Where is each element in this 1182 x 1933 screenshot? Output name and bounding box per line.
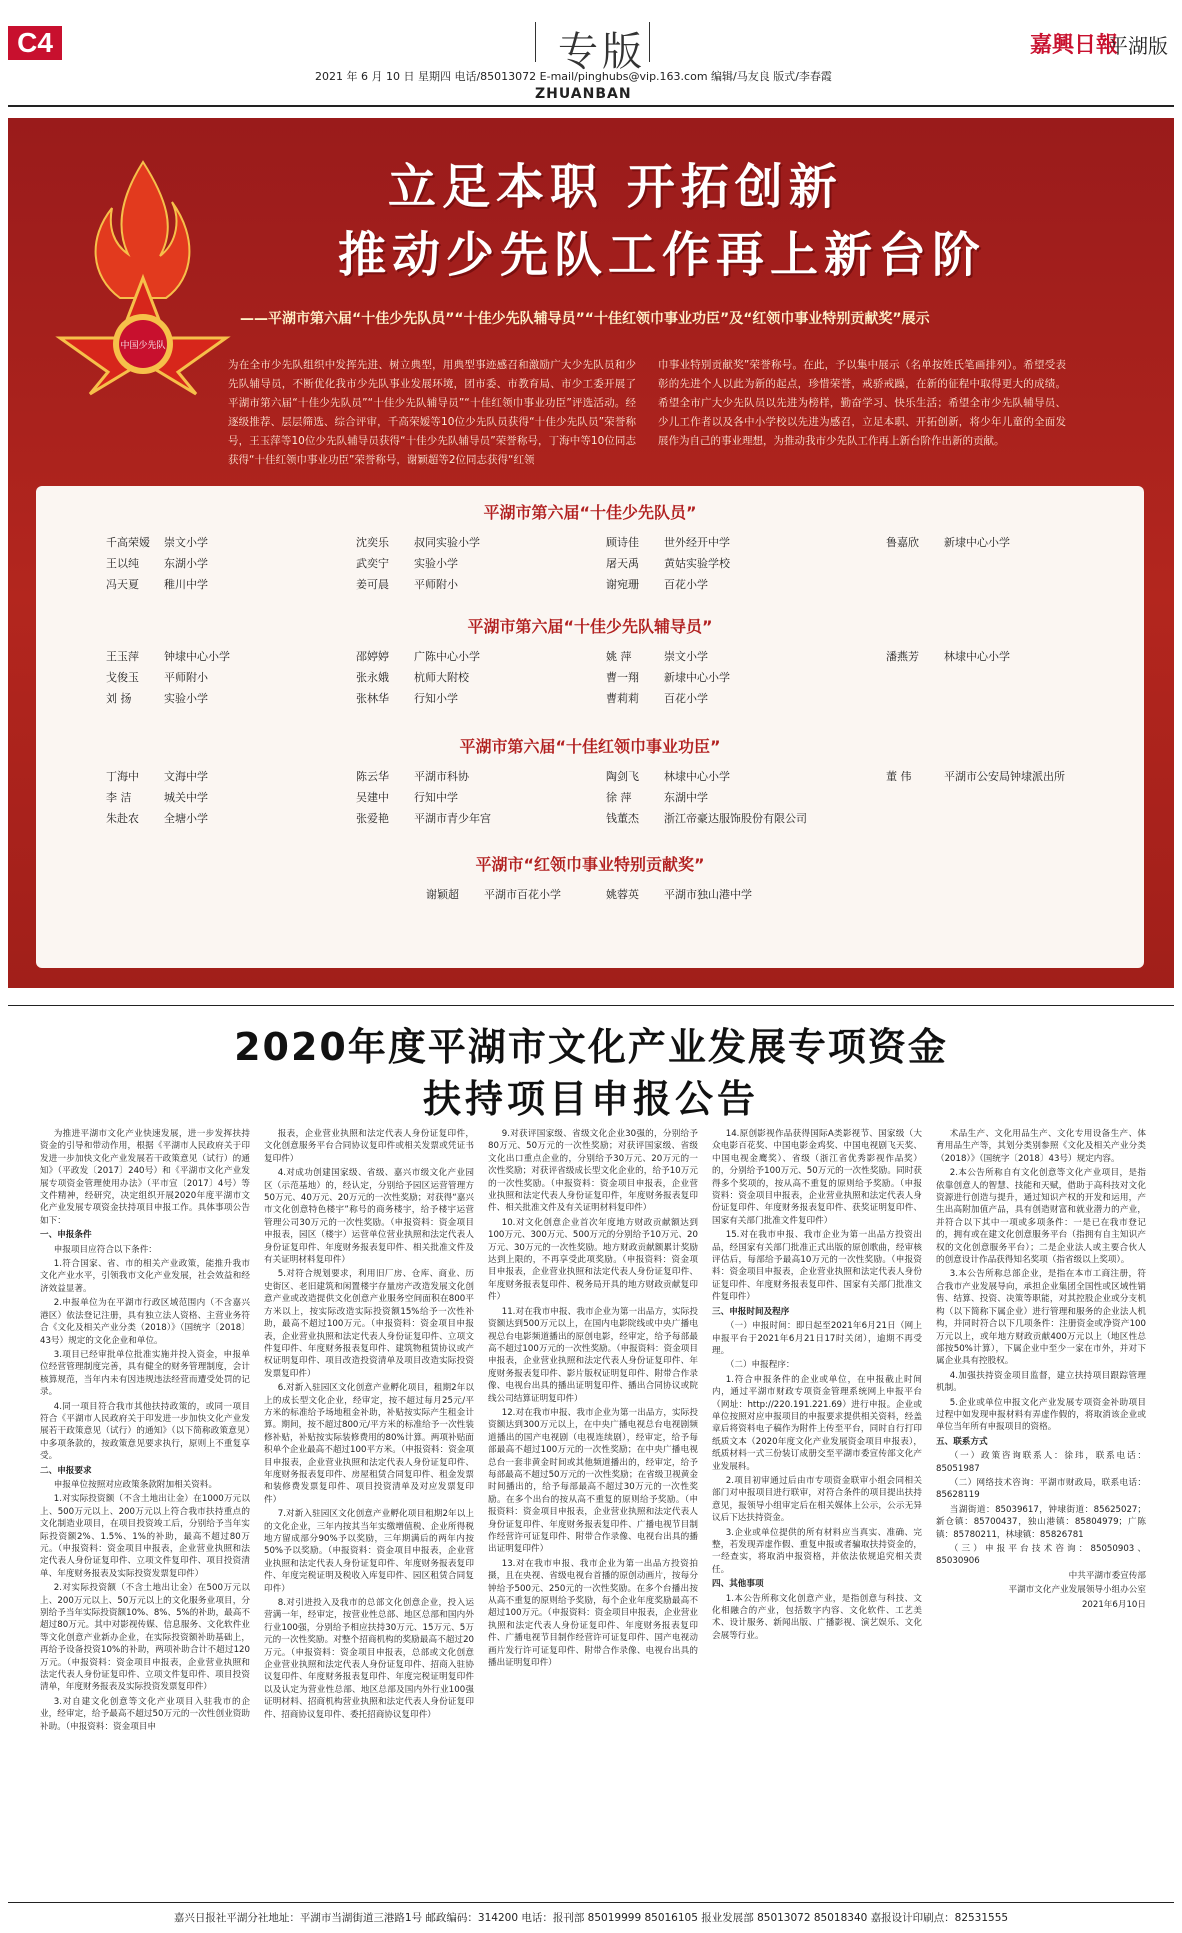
body-paragraph: 报表，企业营业执照和法定代表人身份证复印件，文化创意服务平台合同协议复印件或相关发票或凭证书复印件） [264, 1129, 474, 1164]
honoree-entry [106, 768, 208, 784]
section-title: 平湖市第六届“十佳少先队辅导员” [467, 617, 713, 636]
honoree-unit: 平师附小 [164, 671, 208, 684]
page-code-badge: C4 [8, 26, 62, 60]
feature-panel [8, 118, 1174, 988]
honoree-entry [426, 886, 561, 902]
body-paragraph: 7.对新入驻园区文化创意产业孵化项目租期2年以上的文化企业，三年内按其当年实缴增值税、企业所得税地方留成部分90%予以奖励，三年期满后的两年内按50%予以奖励。（申报资料：资金项目申报表，企业营业执照和法定代表人身份证复印件、年度财务报表复印件、年度完税证明及税收入库复印件、园区租赁合同复印件） [264, 1509, 474, 1594]
body-paragraph: 11.对在我市申报、我市企业为第一出品方，实际投资额达到500万元以上，在国内电影院线或中央广播电视总台电影频道播出的原创电影，经审定，给予每部最高不超过100万元的一次性奖励。（申报资料：资金项目申报表，企业营业执照和法定代表人身份证复印件、年度财务报表复印件、影片版权证明复印件、附带合作录像、电视台出具的播出证明复印件、播出合同协议或院线公司结算证明复印件） [488, 1306, 698, 1404]
honoree-entry [356, 789, 458, 805]
honoree-unit: 黄姑实验学校 [664, 557, 730, 570]
body-paragraph: 3.对自建文化创意等文化产业项目入驻我市的企业，经审定，给予最高不超过50万元的一次性创业资助补助。（申报资料：资金项目申 [40, 1696, 250, 1732]
honor-list-box [36, 486, 1144, 968]
honoree-unit: 平湖市青少年宫 [414, 812, 491, 825]
honoree-entry [606, 576, 708, 592]
honoree-entry [356, 669, 469, 685]
honoree-entry [606, 648, 708, 664]
honoree-unit: 稚川中学 [164, 578, 208, 591]
section-heading: 二、申报要求 [40, 1465, 92, 1476]
body-paragraph: 5.企业或单位申报文化产业发展专项资金补助项目过程中如发现申报材料有弄虚作假的，将取消该企业或单位当年所有申报项目的资格。 [936, 1397, 1146, 1433]
text-column [488, 1128, 698, 1888]
honoree-unit: 世外经开中学 [664, 536, 730, 549]
honoree-name: 钱董杰 [606, 812, 639, 825]
honoree-entry [606, 669, 730, 685]
honoree-name: 谢宛珊 [606, 578, 639, 591]
announcement-title-line2: 扶持项目申报公告 [422, 1077, 759, 1121]
body-paragraph: 3.本公告所称总部企业，是指在本市工商注册，符合我市产业发展导向，承担企业集团全国性或区域性销售、结算、投资、决策等职能，对其控股企业或分支机构（以下简称下属企业）进行管理和服务的企业法人机构，并同时符合以下几项条件：注册资金或净资产100万元以上，或年地方财政贡献400万元以上（地区性总部按50%计算），下属企业中至少一家在市外，并对下属企业具有控股权。 [936, 1269, 1146, 1367]
issue-meta: 2021 年 6 月 10 日 星期四 电话/85013072 E-mail/pinghubs@vip.163.com 编辑/马友良 版式/李春霞 [315, 70, 832, 83]
honoree-name: 王玉萍 [106, 650, 139, 663]
announcement-body [40, 1128, 1150, 1888]
honoree-entry [606, 690, 708, 706]
body-paragraph: 1.本公告所称文化创意产业，是指创意与科技、文化相融合的产业，包括数字内容、文化软件、工艺美术、设计服务、新闻出版、广播影视、演艺娱乐、文化会展等行业。 [712, 1593, 922, 1641]
body-paragraph: 为推进平湖市文化产业快速发展，进一步发挥扶持资金的引导和带动作用，根据《平湖市人民政府关于印发进一步加快文化产业发展若干政策意见（试行）的通知》（平政发〔2017〕240号）和《平湖市文化产业发展专项资金管理使用办法》（平市宣〔2017〕4号）等文件精神，经研究，决定组织开展2020年度平湖市文化产业发展专项资金扶持项目申报工作。具体事项公告如下： [40, 1129, 250, 1226]
honoree-entry [106, 669, 208, 685]
honoree-name: 陶剑飞 [606, 770, 639, 783]
body-paragraph: 10.对文化创意企业首次年度地方财政贡献额达到100万元、300万元、500万元的分别给予10万元、20万元、30万元的一次性奖励。地方财政贡献额累计奖励达到上限的，不再享受此项奖励。（申报资料：资金项目申报表，企业营业执照和法定代表人身份证复印件、年度财务报表复印件、税务局开具的地方财政贡献复印件） [488, 1217, 698, 1303]
body-paragraph: 2.对实际投资额（不含土地出让金）在500万元以上、200万元以上、50万元以上的文化服务业项目，分别给予当年实际投资额10%、8%、5%的补助，最高不超过80万元。其中对影视传媒、信息服务、文化软件业等文化创意产业新办企业，在实际投资额补助基础上，再给予设备投资10%的补助，两项补助合计不超过120万元。（申报资料：资金项目申报表，企业营业执照和法定代表人身份证复印件、立项文件复印件、项目投资清单，年度财务报表及实际投资发票复印件） [40, 1583, 250, 1693]
column-pinyin: ZHUANBAN [535, 86, 632, 102]
honoree-entry [106, 810, 208, 826]
honoree-name: 刘 扬 [106, 692, 132, 705]
body-paragraph: 4.加强扶持资金项目监督，建立扶持项目跟踪管理机制。 [936, 1370, 1146, 1394]
body-paragraph: （一）申报时间：即日起至2021年6月21日（网上申报平台于2021年6月21日17时关闭），逾期不再受理。 [712, 1321, 922, 1356]
honoree-entry [356, 648, 480, 664]
honoree-entry [356, 768, 469, 784]
honoree-entry [106, 534, 208, 550]
text-column [40, 1128, 250, 1888]
honoree-name: 沈奕乐 [356, 536, 389, 549]
signature-line: 平湖市文化产业发展领导小组办公室 [1008, 1585, 1146, 1596]
honoree-unit: 平湖市百花小学 [484, 888, 561, 901]
honoree-name: 冯天夏 [106, 578, 139, 591]
body-paragraph: 1.对实际投资额（不含土地出让金）在1000万元以上、500万元以上、200万元以上符合我市扶持重点的文化制造业项目，在项目投资竣工后，分别给予当年实际投资额2%、1.5%、1%的补助，最高不超过80万元。（申报资料：资金项目申报表，企业营业执照和法定代表人身份证复印件、立项文件复印件、项目投资清单、年度财务报表及实际投资发票复印件） [40, 1494, 250, 1579]
honoree-name: 鲁嘉欣 [886, 536, 919, 549]
honoree-name: 顾诗佳 [606, 536, 639, 549]
honoree-entry [886, 534, 1010, 550]
honoree-name: 潘燕芳 [886, 650, 919, 663]
intro-paragraph-right: 巾事业特别贡献奖”荣誉称号。在此，予以集中展示（名单按姓氏笔画排列）。希望受表彰的先进个人以此为新的起点，珍惜荣誉，戒骄戒躁，在新的征程中取得更大的成绩。希望全市广大少先队员以先进为榜样，勤奋学习、快乐生活；希望全市少先队辅导员、少儿工作者以及各中小学校以先进为感召，立足本职、开拓创新，将少年儿童的全面发展作为自己的事业理想，为推动我市少先队工作再上新台阶作出新的贡献。 [658, 359, 1066, 447]
body-paragraph: 1.符合国家、省、市的相关产业政策，能推升我市文化产业水平，引领我市文化产业发展，社会效益和经济效益显著。 [40, 1259, 250, 1294]
body-paragraph: 15.对在我市申报、我市企业为第一出品方投资出品，经国家有关部门批准正式出版的原创歌曲，经审核评估后，每部给予最高10万元的一次性奖励。（申报资料：资金项目申报表，企业营业执照和法定代表人身份证复印件、年度财务报表复印件、国家有关部门批准文件复印件） [712, 1230, 922, 1303]
signature-line: 2021年6月10日 [1081, 1599, 1146, 1610]
honoree-name: 陈云华 [356, 770, 389, 783]
honoree-unit: 平湖市公安局钟埭派出所 [944, 770, 1065, 783]
body-paragraph: 6.对新入驻园区文化创意产业孵化项目，租期2年以上的成长型文化企业，经审定，按不超过每月25元/平方米的标准给予场地租金补助，补贴按实际产生租金计算。期间，按不超过800元/平方米的标准给予一次性装修补贴，补贴按实际装修费用的80%计算。两项补贴面积单个企业最高不超过100平方米。（申报资料：资金项目申报表，企业营业执照和法定代表人身份证复印件、年度财务报表复印件、房屋租赁合同复印件、租金发票和装修费发票复印件、项目投资清单及对应发票复印件） [264, 1383, 474, 1505]
honoree-name: 戈俊玉 [106, 671, 139, 684]
honoree-name: 姚 萍 [606, 650, 632, 663]
body-paragraph: 4.同一项目符合我市其他扶持政策的，或同一项目符合《平湖市人民政府关于印发进一步加快文化产业发展若干政策意见（试行）的通知》（以下简称政策意见）中多项条款的，按政策意见要求执行，原则上不重复享受。 [40, 1401, 250, 1462]
text-column [712, 1128, 922, 1888]
honoree-name: 张林华 [356, 692, 389, 705]
body-paragraph: （二）申报程序： [725, 1360, 795, 1371]
edition-name: 平湖版 [1108, 34, 1168, 58]
honoree-unit: 文海中学 [164, 770, 208, 783]
honoree-entry [106, 789, 208, 805]
feature-subtitle: ——平湖市第六届“十佳少先队员”“十佳少先队辅导员”“十佳红领巾事业功臣”及“红领巾事业特别贡献奖”展示 [240, 311, 930, 327]
honoree-name: 张爱艳 [356, 812, 389, 825]
body-paragraph: 2.项目初审通过后由市专项资金联审小组会同相关部门对申报项目进行联审，对符合条件的项目提出扶持意见，报领导小组审定后在相关媒体上公示，公示无异议后下达扶持资金。 [712, 1475, 922, 1524]
honoree-entry [356, 576, 458, 592]
header-rule [8, 105, 1174, 107]
honoree-unit: 行知中学 [414, 791, 458, 804]
feature-headline-line1: 立足本职 开拓创新 [388, 159, 843, 215]
section-title: 平湖市第六届“十佳红领巾事业功臣” [459, 737, 721, 756]
honoree-unit: 平师附小 [414, 578, 458, 591]
honoree-entry [606, 555, 730, 571]
honoree-entry [106, 690, 208, 706]
honoree-name: 姜可晨 [356, 578, 389, 591]
honoree-unit: 城关中学 [164, 791, 208, 804]
honoree-name: 曹莉莉 [606, 692, 639, 705]
intro-paragraph-left: 为在全市少先队组织中发挥先进、树立典型，用典型事迹感召和激励广大少先队员和少先队辅导员，不断优化我市少先队事业发展环境，团市委、市教育局、市少工委开展了平湖市第六届“十佳少先队员”“十佳少先队辅导员”“十佳红领巾事业功臣”评选活动。经逐级推荐、层层筛选、综合评审，千高荣嫒等10位少先队员获得“十佳少先队员”荣誉称号，王玉萍等10位少先队辅导员获得“十佳少先队辅导员”荣誉称号，丁海中等10位同志获得“十佳红领巾事业功臣”荣誉称号，谢颖超等2位同志获得“红领 [228, 359, 636, 466]
text-column [936, 1128, 1146, 1888]
honoree-name: 张永娥 [356, 671, 389, 684]
honoree-entry [356, 690, 458, 706]
honoree-entry [106, 576, 208, 592]
honoree-entry [606, 768, 730, 784]
feature-headline-line2: 推动少先队工作再上新台阶 [338, 227, 987, 283]
column-name: 专版 [558, 29, 646, 75]
honoree-entry [606, 789, 708, 805]
body-paragraph: 5.对符合规划要求，利用旧厂房、仓库、商业、历史街区、老旧建筑和闲置楼宇存量房产改造发展文化创意产业或改造提供文化创意产业服务空间面积在800平方米以上，按实际改造实际投资额15%给予一次性补助，最高不超过100万元。（申报资料：资金项目申报表，企业营业执照和法定代表人身份证复印件、立项文件复印件、年度财务报表复印件、建筑物租赁协议或产权证明复印件、项目改造投资清单及项目改造实际投资发票复印件） [264, 1269, 474, 1379]
page-footer: 嘉兴日报社平湖分社地址：平湖市当湖街道三港路1号 邮政编码：314200 电话：报刊部 85019999 85016105 报业发展部 85013072 85018340 嘉报设计印刷点：82531555 [173, 1912, 1009, 1924]
body-paragraph: 2.申报单位为在平湖市行政区域范围内（不含嘉兴港区）依法登记注册，具有独立法人资格、主营业务符合《文化及相关产业分类（2018）》（国统字〔2018〕43号）规定的文化企业和单位。 [40, 1298, 250, 1346]
honoree-unit: 百花小学 [664, 578, 708, 591]
divider [649, 22, 650, 62]
honoree-name: 徐 萍 [606, 791, 632, 804]
honoree-unit: 东湖小学 [164, 557, 208, 570]
honoree-name: 朱赴农 [106, 812, 139, 825]
honoree-entry [886, 648, 1010, 664]
body-paragraph: 13.对在我市申报、我市企业为第一出品方投资拍摄，且在央视、省级电视台首播的原创动画片，按每分钟给予500元、250元的一次性奖励。在多个台播出按从高不重复的原则给予奖励，每个企业年度奖励最高不超过100万元。（申报资料：资金项目申报表，企业营业执照和法定代表人身份证复印件、年度财务报表复印件、广播电视节目制作经营许可证复印件、国产电视动画片发行许可证复印件、附带合作录像、电视台出具的播出证明复印件） [488, 1558, 698, 1669]
honoree-name: 董 伟 [886, 770, 912, 783]
honoree-unit: 行知小学 [414, 692, 458, 705]
honoree-name: 丁海中 [106, 770, 139, 783]
honoree-entry [606, 810, 807, 826]
footer-rule [8, 1902, 1174, 1903]
body-paragraph: 申报项目应符合以下条件： [53, 1244, 157, 1255]
body-paragraph: （二）网络技术咨询：平湖市财政局，联系电话：85628119 [936, 1477, 1146, 1501]
honoree-unit: 林埭中心小学 [664, 770, 730, 783]
honoree-unit: 叔同实验小学 [414, 536, 480, 549]
section-heading: 一、申报条件 [40, 1230, 92, 1241]
honoree-entry [606, 534, 730, 550]
honoree-unit: 崇文小学 [164, 536, 208, 549]
honoree-entry [356, 810, 491, 826]
emblem-text: 中国少先队 [120, 341, 166, 351]
honoree-unit: 东湖中学 [664, 791, 708, 804]
text-column [264, 1128, 474, 1888]
body-paragraph: 3.项目已经审批单位批准实施并投入资金，申报单位经营管理制度完善，具有健全的财务管理制度，会计核算规范，当年内未有因违规违法经营而遭受处罚的记录。 [40, 1349, 250, 1398]
honoree-entry [106, 555, 208, 571]
body-paragraph: （一）政策咨询联系人：徐玮，联系电话：85051987 [936, 1451, 1146, 1474]
honoree-name: 吴建中 [356, 791, 389, 804]
honoree-name: 李 洁 [106, 791, 132, 804]
newspaper-logo: 嘉興日報 [1030, 32, 1119, 58]
honoree-unit: 钟埭中心小学 [164, 650, 230, 663]
section-title: 平湖市“红领巾事业特别贡献奖” [475, 855, 705, 874]
honoree-unit: 林埭中心小学 [944, 650, 1010, 663]
body-paragraph: 12.对在我市申报、我市企业为第一出品方，实际投资额达到300万元以上，在中央广播电视总台电视剧频道播出的国产电视剧（电视连续剧），经审定，给予每部最高不超过100万元的一次性奖励；在中央广播电视总台一套非黄金时间或其他频道播出的，经审定，给予每部最高不超过50万元的一次性奖励；在省级卫视黄金时间播出的，给予每部最高不超过30万元的一次性奖励。在多个出台的按从高不重复的原则给予奖励。（申报资料：资金项目申报表，企业营业执照和法定代表人身份证复印件、年度财务报表复印件、广播电视节目制作经营许可证复印件、附带合作录像、电视台出具的播出证明复印件） [488, 1407, 698, 1555]
honoree-entry [356, 555, 458, 571]
honoree-unit: 新埭中心小学 [944, 536, 1010, 549]
honoree-name: 王以纯 [106, 557, 139, 570]
honoree-entry [886, 768, 1065, 784]
honoree-unit: 崇文小学 [664, 650, 708, 663]
section-heading: 三、申报时间及程序 [712, 1306, 790, 1317]
body-paragraph: 14.原创影视作品获得国际A类影视节、国家级（大众电影百花奖、中国电影金鸡奖、中国电视剧飞天奖、中国电视金鹰奖）、省级（浙江省优秀影视作品奖）的，分别给予100万元、50万元的一次性奖励。同时获得多个奖项的，按从高不重复的原则给予奖励。（申报资料：资金项目申报表，企业营业执照和法定代表人身份证复印件、年度财务报表复印件、获奖证明复印件、国家有关部门批准文件复印件） [712, 1129, 922, 1226]
body-paragraph: 9.对获评国家级、省级文化企业30强的，分别给予80万元、50万元的一次性奖励；对获评国家级、省级文化出口重点企业的，分别给予30万元、20万元的一次性奖励；对获评省级成长型文化企业的，给予10万元的一次性奖励。（申报资料：资金项目申报表，企业营业执照和法定代表人身份证复印件，年度财务报表复印件、相关批准文件及有关证明材料复印件） [488, 1129, 698, 1214]
honoree-name: 邵婷婷 [356, 650, 389, 663]
body-paragraph: 2.本公告所称自有文化创意等文化产业项目，是指依靠创意人的智慧、技能和天赋，借助于高科技对文化资源进行创造与提升，通过知识产权的开发和运用，产生出高附加值产品，具有创造财富和就业潜力的产业，并符合以下其中一项或多项条件：一是已在我市登记的，拥有或在建文化创意服务平台（指拥有自主知识产权的文化创意服务平台）；二是企业法人或主要合伙人的创意设计作品获得知名奖项（指省级以上奖项）。 [936, 1168, 1146, 1266]
page-header [0, 0, 1182, 83]
signature-line: 中共平湖市委宣传部 [1068, 1570, 1146, 1581]
honoree-unit: 百花小学 [664, 692, 708, 705]
section-heading: 五、联系方式 [936, 1436, 988, 1447]
honoree-name: 武奕宁 [356, 557, 389, 570]
honoree-unit: 浙江帝豪达服饰股份有限公司 [664, 812, 807, 825]
honoree-unit: 实验小学 [414, 557, 458, 570]
body-paragraph: 1.符合申报条件的企业或单位，在申报截止时间内，通过平湖市财政专项资金管理系统网上申报平台（网址：http://220.191.221.69）进行申报。企业或单位按照对应申报项目的申报要求提供相关资料，经盖章后将资料电子稿作为附件上传至平台，同时自行打印纸质文本（2020年度文化产业发展资金项目申报表），纸质材料一式三份装订成册交至平湖市委宣传部文化产业发展科。 [712, 1374, 922, 1472]
honoree-name: 千高荣嫒 [106, 536, 150, 549]
honoree-unit: 新埭中心小学 [664, 671, 730, 684]
body-paragraph: 4.对成功创建国家级、省级、嘉兴市级文化产业园区（示范基地）的，经认定，分别给予园区运营管理方50万元、40万元、20万元的一次性奖励；对获得“嘉兴市文化创意特色楼宇”称号的商务楼宇，给予楼宇运营管理公司30万元的一次性奖励。（申报资料：资金项目申报表，园区（楼宇）运营单位营业执照和法定代表人身份证复印件、年度财务报表复印件、相关批准文件及有关证明材料复印件） [264, 1168, 474, 1266]
body-paragraph: （三）申报平台技术咨询：85050903、85030906 [936, 1544, 1146, 1567]
announcement-title-line1: 2020年度平湖市文化产业发展专项资金 [234, 1025, 948, 1069]
honoree-name: 姚蓉英 [606, 888, 639, 901]
honoree-name: 曹一翔 [606, 671, 639, 684]
young-pioneers-emblem-icon [48, 158, 238, 398]
section-rule [8, 1005, 1174, 1006]
honoree-unit: 平湖市科协 [414, 770, 469, 783]
honoree-name: 屠天禹 [606, 557, 639, 570]
body-paragraph: 3.企业或单位提供的所有材料应当真实、准确、完整，若发现弄虚作假、重复申报或者骗取扶持资金的，一经查实，将取消申报资格，并依法依规追究相关责任。 [712, 1527, 922, 1575]
honoree-unit: 实验小学 [164, 692, 208, 705]
body-paragraph: 8.对引进投入及我市的总部文化创意企业，投入运营满一年，经审定，按营业性总部、地区总部和国内外行业100强，分别给予相应扶持30万元、15万元、5万元的一次性奖励。对整个招商机构的奖励最高不超过20万元。（申报资料：资金项目申报表，总部或文化创意企业营业执照和法定代表人身份证复印件、招商入驻协议复印件、年度财务报表复印件、年度完税证明复印件以及认定为营业性总部、地区总部及国内外行业100强证明材料、招商机构营业执照和法定代表人身份证复印件、招商协议复印件、委托招商协议复印件） [264, 1598, 474, 1720]
section-heading: 四、其他事项 [712, 1579, 764, 1590]
honoree-unit: 杭师大附校 [414, 671, 469, 684]
body-paragraph: 当湖街道：85039617，钟埭街道：85625027；新仓镇：85700437，独山港镇：85804979；广陈镇：85780211，林埭镇：85826781 [936, 1504, 1146, 1540]
honoree-unit: 全塘小学 [164, 812, 208, 825]
divider [535, 22, 536, 62]
body-paragraph: 术品生产、文化用品生产、文化专用设备生产、体育用品生产等，其划分类别参照《文化及相关产业分类（2018）》（国统字〔2018〕43号）规定内容。 [936, 1129, 1146, 1164]
honoree-entry [106, 648, 230, 664]
honoree-name: 谢颖超 [426, 888, 459, 901]
body-paragraph: 申报单位按照对应政策条款附加相关资料。 [53, 1479, 218, 1490]
honoree-unit: 广陈中心小学 [414, 650, 480, 663]
honoree-unit: 平湖市独山港中学 [664, 888, 752, 901]
section-title: 平湖市第六届“十佳少先队员” [483, 503, 697, 522]
honoree-entry [606, 886, 752, 902]
honoree-entry [356, 534, 480, 550]
